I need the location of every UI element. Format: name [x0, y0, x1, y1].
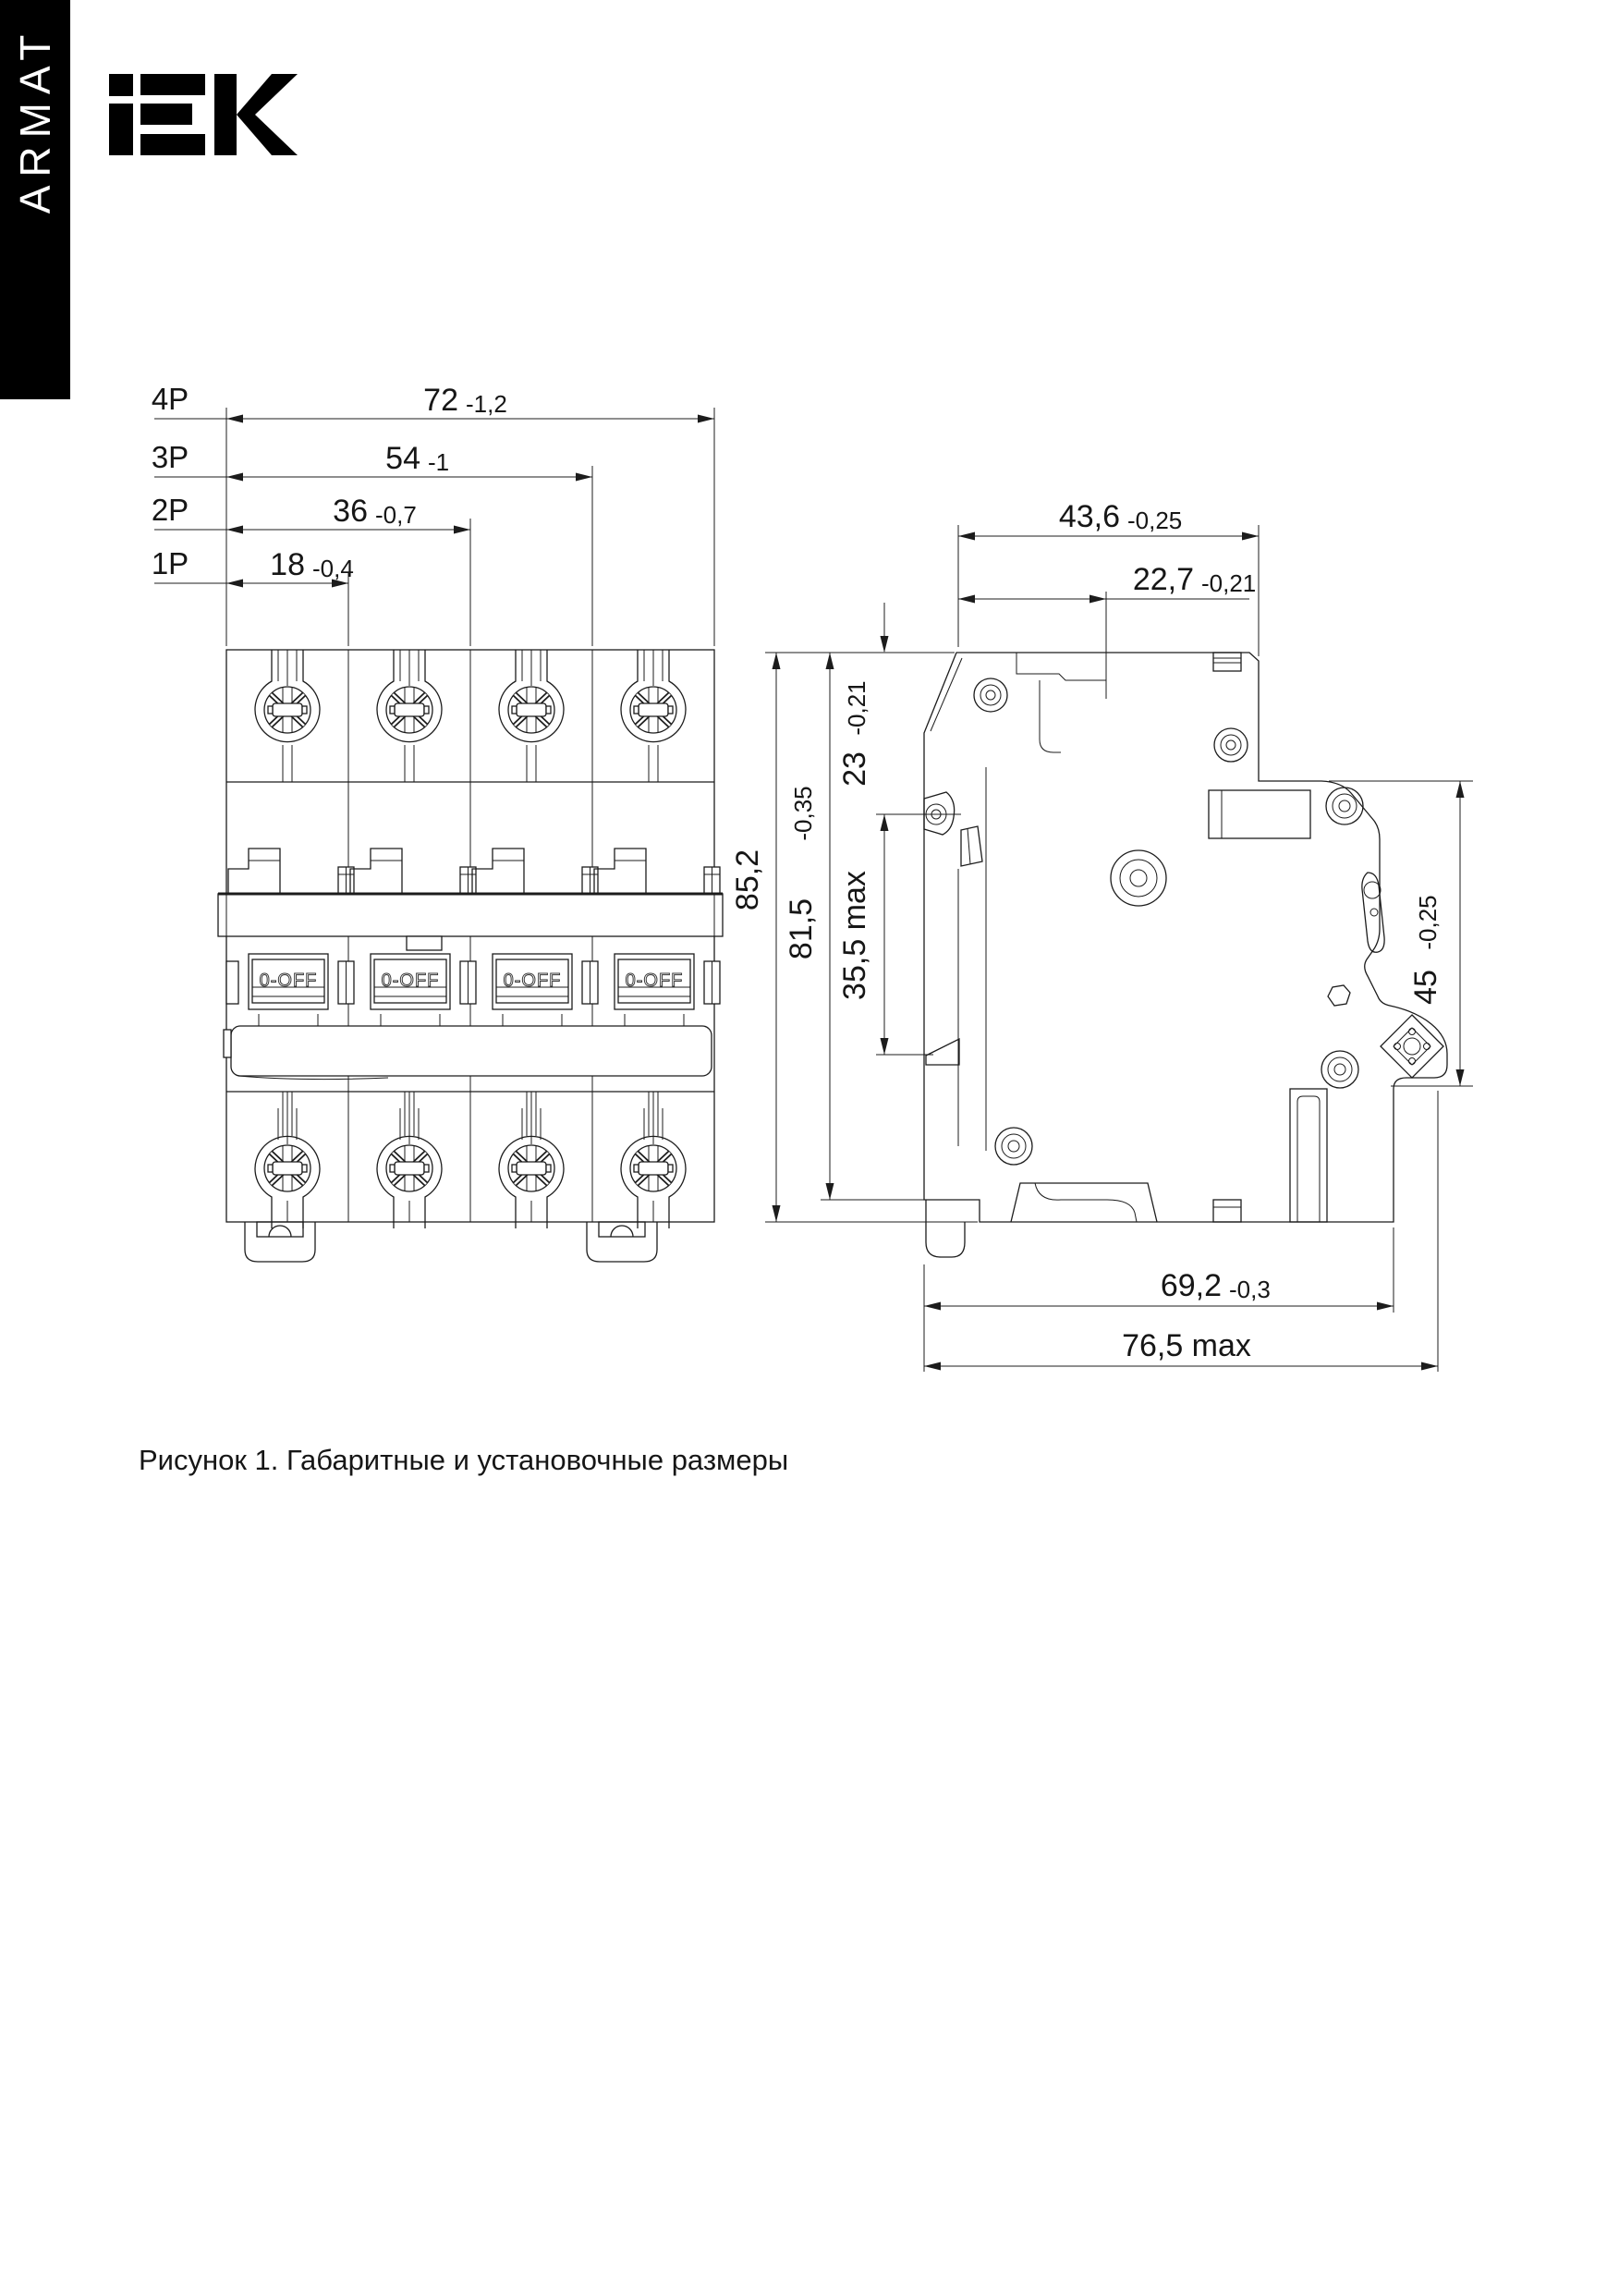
rear-mounting-ear [924, 792, 955, 835]
din-hook [926, 1200, 965, 1257]
dim-4p-value: 72 [423, 383, 458, 418]
armat-vertical-label: ARMAT [11, 26, 59, 214]
dim-227-value: 22,7 [1132, 562, 1194, 597]
toggle-label-3: 0-OFF [503, 971, 562, 991]
iek-logo [109, 74, 298, 155]
rear-pawl [926, 1039, 959, 1065]
side-dimensions [730, 499, 1473, 1372]
bottom-block [1213, 1200, 1241, 1222]
toggle-label-4: 0-OFF [625, 971, 684, 991]
toggle-left-bar [226, 961, 238, 1004]
dim-436-tol: -0,25 [1127, 507, 1183, 534]
screw-boss-top-left [974, 678, 1007, 712]
side-terminal-screw [1381, 1015, 1443, 1078]
toggle-label-1: 0-OFF [259, 971, 318, 991]
terminal-screw-top-2 [377, 650, 442, 782]
trip-lever [1362, 873, 1384, 952]
armat-sidebar [0, 0, 70, 399]
front-dimensions [152, 382, 714, 646]
hex-detail [1328, 985, 1350, 1006]
bottom-shoe [1011, 1183, 1157, 1222]
pole-mid-1 [228, 849, 354, 1026]
terminal-screw-bottom-3 [499, 1092, 564, 1228]
dim-1p-value: 18 [270, 547, 305, 582]
pole-row-label-1p: 1P [151, 546, 189, 580]
iek-logo-i-dot [109, 74, 133, 96]
dim-3p-tol: -1 [428, 448, 450, 476]
dim-23-tol: -0,21 [843, 680, 870, 736]
dim-436-value: 43,6 [1058, 499, 1120, 534]
dim-3p-value: 54 [385, 441, 420, 476]
screw-boss-front-step [1326, 788, 1363, 824]
dim-815-tol: -0,35 [789, 786, 817, 841]
terminal-screw-top-4 [621, 650, 686, 782]
toggle-label-2: 0-OFF [381, 971, 440, 991]
pole-mid-3 [472, 849, 598, 1026]
pole-mid-4 [594, 849, 720, 1026]
dim-815-value: 81,5 [784, 898, 819, 960]
dim-23-value: 23 [837, 751, 872, 787]
din-clip-right [587, 1222, 657, 1262]
iek-logo-e-bottom [140, 134, 205, 155]
dim-4p-tol: -1,2 [466, 390, 507, 418]
dim-227-tol: -0,21 [1201, 569, 1257, 597]
terminal-screw-top-3 [499, 650, 564, 782]
dim-2p-value: 36 [333, 494, 368, 529]
dim-765-value: 76,5 max [1122, 1328, 1251, 1363]
terminal-screw-top-1 [255, 650, 320, 782]
side-terminal-top [1209, 790, 1310, 838]
dim-2p-tol: -0,7 [375, 501, 417, 529]
screw-boss-front-bottom [1321, 1051, 1358, 1088]
dim-1p-tol: -0,4 [312, 555, 354, 582]
terminal-screw-bottom-1 [255, 1092, 320, 1228]
dim-692-value: 69,2 [1160, 1268, 1222, 1303]
screw-boss-center [1111, 850, 1166, 906]
iek-logo-e-mid [140, 104, 192, 125]
top-tab [1213, 653, 1241, 671]
dim-692-tol: -0,3 [1229, 1276, 1271, 1303]
iek-logo-e-top [140, 74, 205, 95]
rail-latch-wedge [961, 826, 982, 866]
front-view [218, 650, 723, 1262]
iek-logo-k-stem [214, 74, 237, 155]
pole-row-label-3p: 3P [151, 440, 189, 474]
iek-logo-k-arms [237, 74, 298, 155]
terminal-screw-bottom-2 [377, 1092, 442, 1228]
bottom-slot [1290, 1089, 1327, 1222]
iek-logo-i-stem [109, 104, 133, 155]
dim-355-value: 35,5 max [837, 871, 872, 1000]
pole-row-label-4p: 4P [151, 382, 189, 416]
dim-852-value: 85,2 [730, 849, 765, 911]
dim-45-tol: -0,25 [1414, 895, 1442, 950]
din-clip-left [245, 1222, 315, 1262]
side-view [924, 653, 1447, 1257]
screw-boss-top-right [1214, 728, 1248, 762]
terminal-screw-bottom-4 [621, 1092, 686, 1228]
figure-caption: Рисунок 1. Габаритные и установочные размеры [139, 1444, 789, 1476]
screw-boss-back-bottom [995, 1128, 1032, 1165]
handle-bar [224, 1026, 712, 1080]
dim-45-value: 45 [1408, 970, 1443, 1005]
pole-row-label-2p: 2P [151, 493, 189, 527]
